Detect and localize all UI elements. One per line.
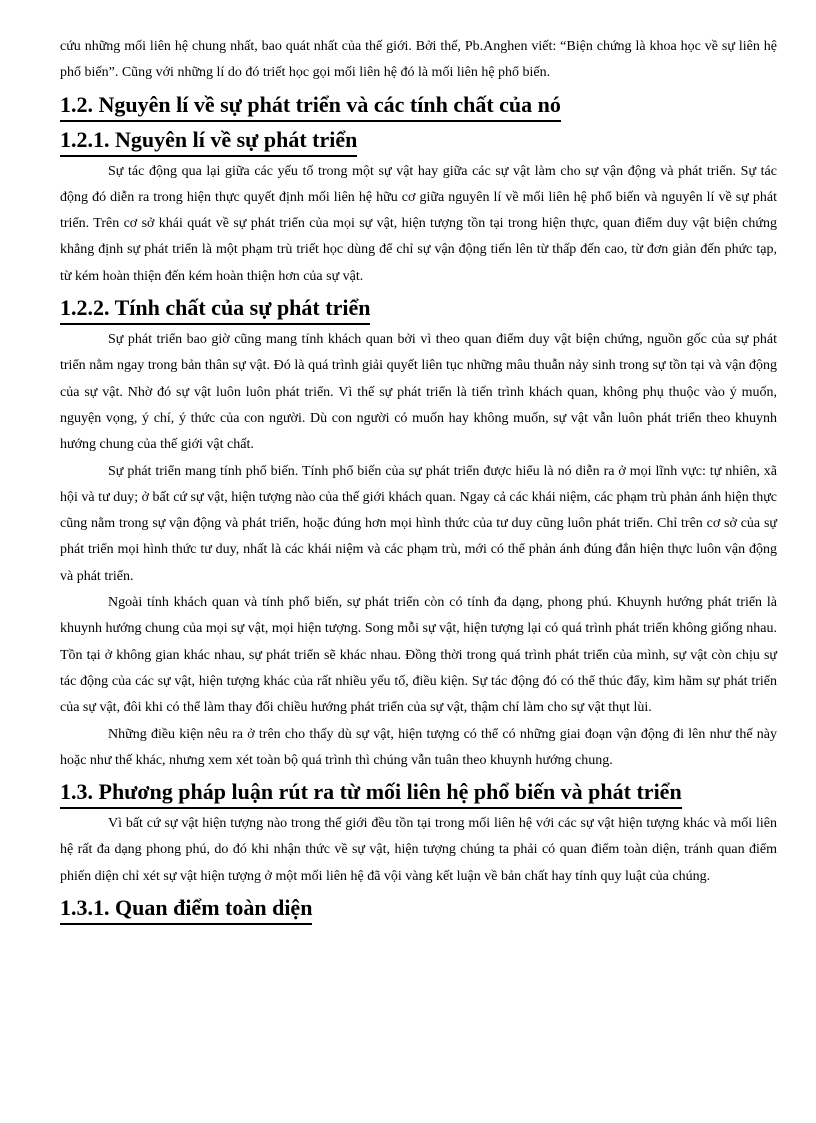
paragraph-intro: cứu những mối liên hệ chung nhất, bao quát nhất của thế giới. Bởi thế, Pb.Anghen viết: “Biện chứng là khoa học về sự liên hệ phổ biến”. Cũng với những lí do đó triết học gọi mối liên hệ đó là mối liên hệ phổ biến. [60, 39, 777, 81]
heading-1-2-1: 1.2.1. Nguyên lí về sự phát triển [60, 125, 357, 157]
paragraph-development-principle: Sự tác động qua lại giữa các yếu tố trong một sự vật hay giữa các sự vật làm cho sự vận động và phát triển. Sự tác động đó diễn ra trong hiện thực quyết định mối liên hệ hữu cơ giữa nguyên lí về mối liên hệ phổ biến và nguyên lí về sự phát triển. Trên cơ sở khái quát về sự phát triển của mọi sự vật, hiện tượng tồn tại trong hiện thực, quan điểm duy vật biện chứng khẳng định sự phát triển là một phạm trù triết học dùng để chỉ sự vận động tiến lên từ thấp đến cao, từ đơn giản đến phức tạp, từ kém hoàn thiện đến kém hoàn thiện hơn của sự vật. [60, 163, 777, 284]
heading-1-3: 1.3. Phương pháp luận rút ra từ mối liên hệ phổ biến và phát triển [60, 777, 682, 809]
heading-1-2: 1.2. Nguyên lí về sự phát triển và các tính chất của nó [60, 90, 561, 122]
paragraph-universality: Sự phát triển mang tính phổ biến. Tính phổ biến của sự phát triển được hiểu là nó diễn ra ở mọi lĩnh vực: tự nhiên, xã hội và tư duy; ở bất cứ sự vật, hiện tượng nào của thế giới khách quan. Ngay cả các khái niệm, các phạm trù phản ánh hiện thực cũng nằm trong sự vận động và phát triển, hoặc đúng hơn mọi hình thức của tư duy cũng luôn phát triển. Chỉ trên cơ sở của sự phát triển mọi hình thức tư duy, nhất là các khái niệm và các phạm trù, mới có thể phản ánh đúng đắn hiện thực luôn vận động và phát triển. [60, 463, 777, 584]
heading-1-3-1: 1.3.1. Quan điểm toàn diện [60, 893, 312, 925]
paragraph-objectivity: Sự phát triển bao giờ cũng mang tính khách quan bởi vì theo quan điểm duy vật biện chứng, nguồn gốc của sự phát triển nằm ngay trong bản thân sự vật. Đó là quá trình giải quyết liên tục những mâu thuẫn nảy sinh trong sự tồn tại và vận động của sự vật. Nhờ đó sự vật luôn luôn phát triển. Vì thế sự phát triển là tiến trình khách quan, không phụ thuộc vào ý muốn, nguyện vọng, ý chí, ý thức của con người. Dù con người có muốn hay không muốn, sự vật vẫn luôn phát triển theo khuynh hướng chung của thế giới vật chất. [60, 332, 777, 453]
document-page [60, 34, 777, 927]
paragraph-general-trend: Những điều kiện nêu ra ở trên cho thấy dù sự vật, hiện tượng có thể có những giai đoạn vận động đi lên như thế này hoặc như thế khác, nhưng xem xét toàn bộ quá trình thì chúng vẫn tuân theo khuynh hướng chung. [60, 726, 777, 768]
paragraph-diversity: Ngoài tính khách quan và tính phổ biến, sự phát triển còn có tính đa dạng, phong phú. Khuynh hướng phát triển là khuynh hướng chung của mọi sự vật, mọi hiện tượng. Song mỗi sự vật, hiện tượng lại có quá trình phát triển không giống nhau. Tồn tại ở không gian khác nhau, sự phát triển sẽ khác nhau. Đồng thời trong quá trình phát triển của mình, sự vật còn chịu sự tác động của các sự vật, hiện tượng khác của rất nhiều yếu tố, điều kiện. Sự tác động đó có thể thúc đẩy, kìm hãm sự phát triển của sự vật, đôi khi có thể làm thay đổi chiều hướng phát triển của sự vật, thậm chí làm cho sự vật thụt lùi. [60, 595, 777, 716]
heading-1-2-2: 1.2.2. Tính chất của sự phát triển [60, 293, 370, 325]
paragraph-methodology: Vì bất cứ sự vật hiện tượng nào trong thế giới đều tồn tại trong mối liên hệ với các sự vật hiện tượng khác và mối liên hệ rất đa dạng phong phú, do đó khi nhận thức về sự vật, hiện tượng chúng ta phải có quan điểm toàn diện, tránh quan điểm phiến diện chỉ xét sự vật hiện tượng ở một mối liên hệ đã vội vàng kết luận về bản chất hay tính quy luật của chúng. [60, 816, 777, 884]
